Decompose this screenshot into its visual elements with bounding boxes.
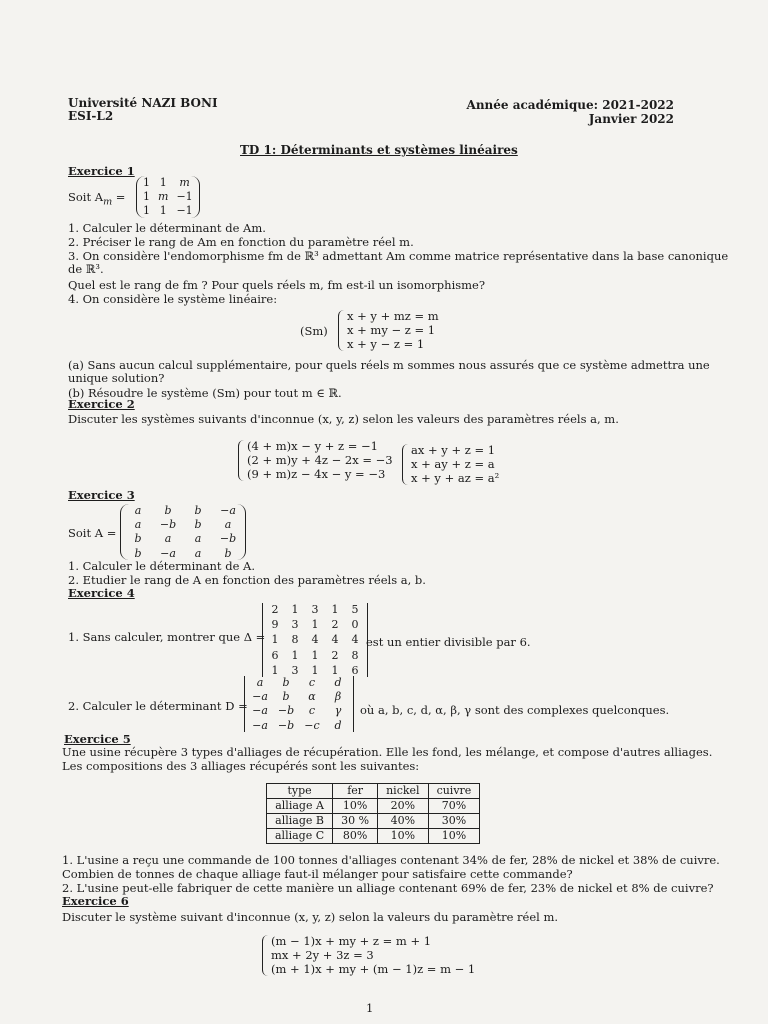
ex4-dmat-cell: b — [282, 690, 290, 704]
ex5-composition-table — [266, 783, 480, 844]
ex4-delta-cell: 1 — [331, 663, 339, 677]
ex1-matrix-cell: 1 — [143, 190, 150, 204]
ex4-delta-cell: 1 — [291, 603, 299, 616]
ex3-soit: Soit A = — [68, 526, 117, 540]
ex4-delta-cell: 2 — [331, 648, 339, 662]
table-cell: 20% — [378, 799, 428, 814]
ex1-matrix-grid — [143, 176, 193, 218]
table-cell: 10% — [378, 829, 428, 844]
ex5-question-2: 2. L'usine peut-elle fabriquer de cette manière un alliage contenant 69% de fer, 23% de nickel et 8% de cuivre? — [62, 881, 714, 895]
ex4-delta-cell: 2 — [271, 603, 279, 616]
ex2-text: Discuter les systèmes suivants d'inconnue (x, y, z) selon les valeurs des paramètres réels a, m. — [68, 412, 619, 426]
exercise-4-heading: Exercice 4 — [68, 586, 135, 600]
exercise-6-heading: Exercice 6 — [62, 894, 129, 908]
ex4-delta-cell: 3 — [291, 618, 299, 632]
ex4-dmat-cell: γ — [334, 704, 342, 718]
ex1-question-1: 1. Calculer le déterminant de Am. — [68, 221, 266, 235]
ex4-dmat-cell: b — [282, 676, 290, 689]
ex2-system-1-eq-3: (9 + m)z − 4x − y = −3 — [247, 466, 386, 481]
ex6-system-eq-1: (m − 1)x + my + z = m + 1 — [271, 934, 432, 948]
ex1-system-eq-2: x + my − z = 1 — [347, 322, 436, 337]
ex4-question-2-right: où a, b, c, d, α, β, γ sont des complexes quelconques. — [360, 703, 670, 717]
ex3-matrix-cell: b — [194, 518, 202, 532]
ex4-question-2-left: 2. Calculer le déterminant D = — [68, 699, 248, 713]
table-header-row — [267, 784, 480, 799]
ex4-delta-cell: 4 — [311, 633, 319, 647]
table-header-cell: type — [267, 784, 333, 799]
table-cell: 10% — [428, 829, 480, 844]
ex1-matrix-cell: m — [179, 176, 190, 189]
ex3-matrix-cell: b — [164, 504, 172, 517]
ex6-system — [262, 935, 475, 976]
exercise-3-heading: Exercice 3 — [68, 488, 135, 502]
ex1-question-a-line-2: unique solution? — [68, 371, 165, 385]
ex4-delta-cell: 4 — [331, 633, 339, 647]
ex3-matrix-cell: a — [224, 518, 232, 532]
table-row — [267, 799, 480, 814]
table-cell: 80% — [333, 829, 378, 844]
ex3-matrix-cell: a — [164, 532, 172, 546]
ex1-matrix-cell: 1 — [143, 176, 150, 189]
ex3-matrix-cell: −b — [219, 532, 237, 546]
table-cell: 30% — [428, 814, 480, 829]
class-name: ESI-L2 — [68, 109, 114, 123]
ex4-question-1-right: est un entier divisible par 6. — [366, 635, 531, 649]
table-header-cell: cuivre — [428, 784, 480, 799]
ex6-text: Discuter le système suivant d'inconnue (x, y, z) selon la valeurs du paramètre réel m. — [62, 910, 559, 924]
ex4-delta-grid — [269, 603, 361, 677]
ex5-question-1-line-1: 1. L'usine a reçu une commande de 100 tonnes d'alliages contenant 34% de fer, 28% de nickel et 38% de cuivre. — [62, 853, 720, 867]
ex3-matrix-cell: a — [194, 532, 202, 546]
table-cell: alliage A — [267, 799, 333, 814]
ex4-delta-cell: 3 — [291, 663, 299, 677]
ex2-system-1-eq-1: (4 + m)x − y + z = −1 — [247, 439, 378, 453]
table-cell: 70% — [428, 799, 480, 814]
ex1-matrix-cell: −1 — [176, 190, 193, 204]
ex1-matrix-cell: −1 — [176, 204, 193, 218]
ex1-question-4: 4. On considère le système linéaire: — [68, 292, 278, 306]
ex4-delta-cell: 3 — [311, 603, 319, 616]
ex4-delta-cell: 1 — [311, 663, 319, 677]
ex1-question-3-line-1: 3. On considère l'endomorphisme fm de ℝ³ admettant Am comme matrice représentative dans la base canonique — [68, 249, 729, 263]
ex3-matrix-cell: b — [224, 546, 232, 560]
ex4-dmat-cell: d — [334, 718, 342, 732]
exercise-2-heading: Exercice 2 — [68, 397, 135, 411]
table-header-cell: fer — [333, 784, 378, 799]
ex4-dmat-cell: β — [334, 690, 342, 704]
ex3-matrix-cell: −a — [220, 504, 236, 517]
ex4-dmat-cell: −a — [252, 690, 268, 704]
ex4-delta-cell: 6 — [271, 648, 279, 662]
ex4-dmat-cell: −b — [277, 718, 295, 732]
ex4-delta-cell: 1 — [291, 648, 299, 662]
ex4-delta-cell: 9 — [271, 618, 279, 632]
ex5-line-1: Une usine récupère 3 types d'alliages de récupération. Elle les fond, les mélange, et compose d'autres alliages. — [62, 745, 713, 759]
ex3-matrix-grid — [127, 504, 239, 560]
ex4-delta-cell: 8 — [291, 633, 299, 647]
ex4-delta-cell: 4 — [351, 633, 359, 647]
ex1-matrix-cell: 1 — [143, 204, 150, 218]
table-cell: 30 % — [333, 814, 378, 829]
ex4-delta — [262, 603, 368, 677]
ex1-system — [338, 310, 439, 351]
ex3-question-2: 2. Etudier le rang de A en fonction des paramètres réels a, b. — [68, 573, 426, 587]
ex4-dmat-cell: a — [256, 676, 264, 689]
ex2-system-2-eq-1: ax + y + z = 1 — [411, 443, 496, 457]
table-cell: alliage C — [267, 829, 333, 844]
ex2-system-1 — [238, 440, 393, 481]
ex3-matrix-cell: −a — [160, 546, 176, 560]
ex3-matrix-cell: −b — [159, 518, 177, 532]
page-number: 1 — [366, 1001, 374, 1015]
ex6-system-eq-3: (m + 1)x + my + (m − 1)z = m − 1 — [271, 961, 476, 976]
ex1-soit-label: Soit A — [68, 190, 104, 204]
ex4-dmat-cell: d — [334, 676, 342, 689]
ex4-dmat-cell: −c — [304, 718, 320, 732]
ex4-dmat — [244, 676, 354, 732]
ex2-system-2 — [402, 444, 499, 485]
ex3-matrix-cell: b — [134, 546, 142, 560]
academic-year: Année académique: 2021-2022 — [466, 98, 674, 112]
ex1-question-3-line-3: Quel est le rang de fm ? Pour quels réels m, fm est-il un isomorphisme? — [68, 278, 486, 292]
table-row — [267, 829, 480, 844]
ex1-system-label: (Sm) — [300, 324, 328, 338]
ex5-line-2: Les compositions des 3 alliages récupérés sont les suivantes: — [62, 759, 420, 773]
ex4-delta-cell: 1 — [331, 603, 339, 616]
ex1-question-2: 2. Préciser le rang de Am en fonction du paramètre réel m. — [68, 235, 414, 249]
ex1-system-eq-1: x + y + mz = m — [347, 309, 439, 323]
ex4-delta-cell: 1 — [271, 663, 279, 677]
ex4-dmat-cell: c — [308, 704, 316, 718]
ex3-matrix-cell: b — [194, 504, 202, 517]
ex4-delta-cell: 8 — [351, 648, 359, 662]
ex5-question-1-line-2: Combien de tonnes de chaque alliage faut-il mélanger pour satisfaire cette commande? — [62, 867, 573, 881]
ex4-question-1-left: 1. Sans calculer, montrer que Δ = — [68, 630, 266, 644]
ex4-dmat-cell: −b — [277, 704, 295, 718]
ex3-question-1: 1. Calculer le déterminant de A. — [68, 559, 255, 573]
table-header-cell: nickel — [378, 784, 428, 799]
ex4-delta-cell: 1 — [311, 648, 319, 662]
ex3-matrix-cell: a — [134, 518, 142, 532]
ex1-matrix-cell: m — [158, 190, 169, 204]
ex3-matrix-cell: a — [194, 546, 202, 560]
ex1-question-b: (b) Résoudre le système (Sm) pour tout m ∈ ℝ. — [68, 386, 342, 400]
ex1-system-eq-3: x + y − z = 1 — [347, 336, 425, 351]
ex4-dmat-grid — [251, 676, 347, 732]
university-name: Université NAZI BONI — [68, 96, 218, 110]
ex3-matrix — [120, 504, 246, 560]
ex1-question-a-line-1: (a) Sans aucun calcul supplémentaire, pour quels réels m sommes nous assurés que ce système admettra une — [68, 358, 710, 372]
ex4-delta-cell: 2 — [331, 618, 339, 632]
ex1-question-3-line-2: de ℝ³. — [68, 262, 104, 276]
ex4-delta-cell: 1 — [311, 618, 319, 632]
table-row — [267, 814, 480, 829]
exercise-1-heading: Exercice 1 — [68, 164, 135, 178]
ex4-dmat-cell: c — [308, 676, 316, 689]
ex4-dmat-cell: −a — [252, 704, 268, 718]
ex4-delta-cell: 1 — [271, 633, 279, 647]
ex1-soit: Soit $A_m$ = — [68, 190, 126, 208]
ex2-system-2-eq-2: x + ay + z = a — [411, 456, 495, 471]
exercise-5-heading: Exercice 5 — [64, 732, 131, 746]
ex6-system-eq-2: mx + 2y + 3z = 3 — [271, 947, 374, 962]
ex4-delta-cell: 6 — [351, 663, 359, 677]
table-cell: alliage B — [267, 814, 333, 829]
ex4-dmat-cell: α — [308, 690, 316, 704]
page-title: TD 1: Déterminants et systèmes linéaires — [240, 143, 518, 157]
ex1-matrix-cell: 1 — [159, 204, 167, 218]
ex2-system-1-eq-2: (2 + m)y + 4z − 2x = −3 — [247, 452, 393, 467]
ex2-system-2-eq-3: x + y + az = a² — [411, 470, 500, 485]
table-cell: 10% — [333, 799, 378, 814]
ex4-delta-cell: 5 — [351, 603, 359, 616]
ex1-matrix-cell: 1 — [159, 176, 167, 189]
date: Janvier 2022 — [588, 112, 674, 126]
ex3-matrix-cell: b — [134, 532, 142, 546]
ex3-matrix-cell: a — [134, 504, 142, 517]
table-cell: 40% — [378, 814, 428, 829]
ex4-delta-cell: 0 — [351, 618, 359, 632]
ex1-matrix — [136, 176, 200, 218]
ex4-dmat-cell: −a — [252, 718, 268, 732]
